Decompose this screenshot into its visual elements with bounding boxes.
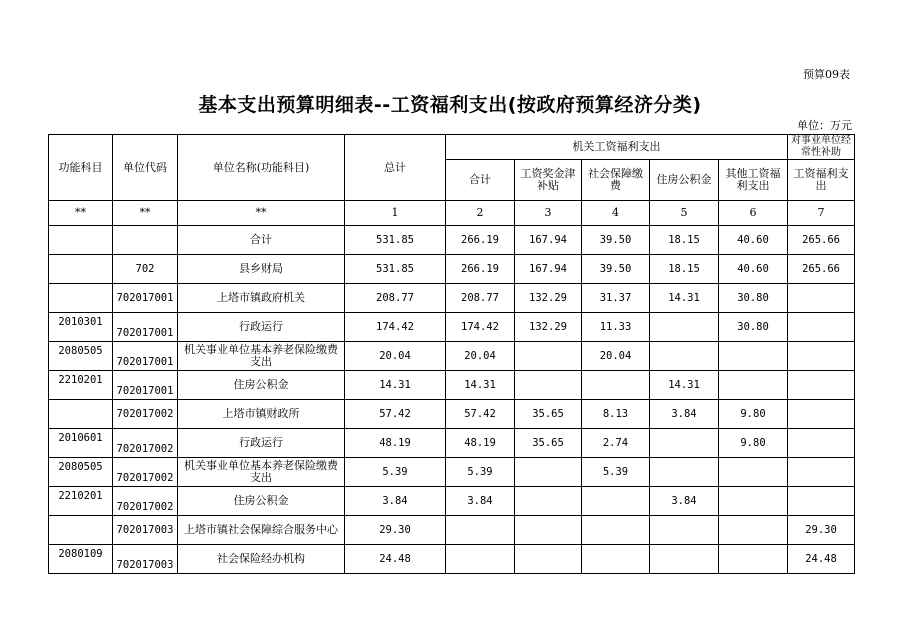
- salary-cell: 132.29: [515, 284, 582, 313]
- unit-name-cell: 县乡财局: [178, 255, 345, 284]
- housing-cell: [650, 429, 719, 458]
- unit-code-cell: 702017002: [113, 400, 178, 429]
- subtotal-cell: [446, 545, 515, 574]
- index-cell: 2: [446, 201, 515, 226]
- unit-name-cell: 机关事业单位基本养老保险缴费支出: [178, 342, 345, 371]
- unit-code-cell: 702017001: [113, 371, 178, 400]
- welfare-cell: 29.30: [788, 516, 855, 545]
- unit-name-cell: 机关事业单位基本养老保险缴费支出: [178, 458, 345, 487]
- total-cell: 208.77: [345, 284, 446, 313]
- salary-cell: [515, 342, 582, 371]
- unit-name-cell: 行政运行: [178, 429, 345, 458]
- index-cell: **: [49, 201, 113, 226]
- housing-cell: [650, 516, 719, 545]
- total-cell: 48.19: [345, 429, 446, 458]
- housing-cell: 14.31: [650, 284, 719, 313]
- social-cell: 5.39: [582, 458, 650, 487]
- header-other: 其他工资福利支出: [719, 160, 788, 201]
- subtotal-cell: 3.84: [446, 487, 515, 516]
- index-cell: **: [113, 201, 178, 226]
- housing-cell: 18.15: [650, 226, 719, 255]
- housing-cell: [650, 313, 719, 342]
- other-cell: [719, 458, 788, 487]
- social-cell: 8.13: [582, 400, 650, 429]
- social-cell: 31.37: [582, 284, 650, 313]
- salary-cell: [515, 516, 582, 545]
- table-row: [49, 342, 855, 371]
- welfare-cell: [788, 284, 855, 313]
- welfare-cell: 24.48: [788, 545, 855, 574]
- unit-name-cell: 住房公积金: [178, 371, 345, 400]
- social-cell: [582, 371, 650, 400]
- other-cell: 30.80: [719, 313, 788, 342]
- table-row: [49, 545, 855, 574]
- unit-code-cell: 702017001: [113, 284, 178, 313]
- social-cell: 20.04: [582, 342, 650, 371]
- table-row: [49, 313, 855, 342]
- subtotal-cell: 266.19: [446, 226, 515, 255]
- total-cell: 57.42: [345, 400, 446, 429]
- header-group-b: 对事业单位经常性补助: [788, 135, 855, 160]
- func-code-cell: 2010301: [49, 313, 113, 342]
- unit-code-cell: 702017002: [113, 487, 178, 516]
- social-cell: 39.50: [582, 255, 650, 284]
- header-housing: 住房公积金: [650, 160, 719, 201]
- index-cell: 6: [719, 201, 788, 226]
- other-cell: 30.80: [719, 284, 788, 313]
- func-code-cell: [49, 400, 113, 429]
- index-cell: 4: [582, 201, 650, 226]
- salary-cell: [515, 487, 582, 516]
- unit-label: 单位：万元: [797, 119, 852, 132]
- index-cell: 5: [650, 201, 719, 226]
- social-cell: [582, 487, 650, 516]
- table-body: [49, 135, 855, 574]
- housing-cell: [650, 545, 719, 574]
- other-cell: [719, 516, 788, 545]
- table-row: [49, 458, 855, 487]
- welfare-cell: [788, 313, 855, 342]
- func-code-cell: 2010601: [49, 429, 113, 458]
- header-group-a: 机关工资福利支出: [446, 135, 788, 160]
- header-func-code: 功能科目: [49, 135, 113, 201]
- social-cell: 11.33: [582, 313, 650, 342]
- other-cell: 40.60: [719, 226, 788, 255]
- housing-cell: [650, 458, 719, 487]
- total-cell: 14.31: [345, 371, 446, 400]
- header-unit-code: 单位代码: [113, 135, 178, 201]
- table-row: [49, 429, 855, 458]
- welfare-cell: [788, 429, 855, 458]
- unit-code-cell: [113, 226, 178, 255]
- housing-cell: 18.15: [650, 255, 719, 284]
- unit-code-cell: 702: [113, 255, 178, 284]
- table-row: [49, 255, 855, 284]
- index-cell: 7: [788, 201, 855, 226]
- subtotal-cell: 266.19: [446, 255, 515, 284]
- social-cell: 39.50: [582, 226, 650, 255]
- subtotal-cell: 20.04: [446, 342, 515, 371]
- total-cell: 531.85: [345, 226, 446, 255]
- unit-code-cell: 702017003: [113, 516, 178, 545]
- salary-cell: 35.65: [515, 400, 582, 429]
- housing-cell: 14.31: [650, 371, 719, 400]
- unit-name-cell: 合计: [178, 226, 345, 255]
- subtotal-cell: 57.42: [446, 400, 515, 429]
- other-cell: [719, 371, 788, 400]
- func-code-cell: 2210201: [49, 487, 113, 516]
- page-title: 基本支出预算明细表--工资福利支出(按政府预算经济分类): [198, 94, 702, 116]
- func-code-cell: [49, 226, 113, 255]
- header-welfare: 工资福利支出: [788, 160, 855, 201]
- housing-cell: [650, 342, 719, 371]
- salary-cell: 167.94: [515, 226, 582, 255]
- total-cell: 5.39: [345, 458, 446, 487]
- other-cell: [719, 545, 788, 574]
- unit-code-cell: 702017002: [113, 429, 178, 458]
- welfare-cell: [788, 342, 855, 371]
- other-cell: 9.80: [719, 400, 788, 429]
- social-cell: [582, 545, 650, 574]
- other-cell: [719, 487, 788, 516]
- unit-name-cell: 社会保险经办机构: [178, 545, 345, 574]
- budget-table: [48, 134, 855, 574]
- social-cell: 2.74: [582, 429, 650, 458]
- salary-cell: [515, 545, 582, 574]
- unit-code-cell: 702017002: [113, 458, 178, 487]
- func-code-cell: 2080505: [49, 458, 113, 487]
- unit-name-cell: 上塔市镇财政所: [178, 400, 345, 429]
- social-cell: [582, 516, 650, 545]
- func-code-cell: [49, 516, 113, 545]
- other-cell: 9.80: [719, 429, 788, 458]
- func-code-cell: 2210201: [49, 371, 113, 400]
- func-code-cell: [49, 284, 113, 313]
- header-social: 社会保障缴费: [582, 160, 650, 201]
- welfare-cell: [788, 458, 855, 487]
- total-cell: 531.85: [345, 255, 446, 284]
- subtotal-cell: [446, 516, 515, 545]
- header-subtotal: 合计: [446, 160, 515, 201]
- subtotal-cell: 174.42: [446, 313, 515, 342]
- total-cell: 174.42: [345, 313, 446, 342]
- welfare-cell: [788, 371, 855, 400]
- func-code-cell: [49, 255, 113, 284]
- total-cell: 24.48: [345, 545, 446, 574]
- welfare-cell: [788, 400, 855, 429]
- salary-cell: [515, 371, 582, 400]
- salary-cell: 167.94: [515, 255, 582, 284]
- table-row: [49, 226, 855, 255]
- index-row: [49, 201, 855, 226]
- table-row: [49, 371, 855, 400]
- func-code-cell: 2080109: [49, 545, 113, 574]
- other-cell: [719, 342, 788, 371]
- index-cell: 3: [515, 201, 582, 226]
- subtotal-cell: 208.77: [446, 284, 515, 313]
- func-code-cell: 2080505: [49, 342, 113, 371]
- housing-cell: 3.84: [650, 400, 719, 429]
- salary-cell: 35.65: [515, 429, 582, 458]
- total-cell: 20.04: [345, 342, 446, 371]
- header-unit-name: 单位名称(功能科目): [178, 135, 345, 201]
- subtotal-cell: 48.19: [446, 429, 515, 458]
- total-cell: 3.84: [345, 487, 446, 516]
- unit-name-cell: 住房公积金: [178, 487, 345, 516]
- salary-cell: 132.29: [515, 313, 582, 342]
- unit-code-cell: 702017001: [113, 313, 178, 342]
- table-row: [49, 400, 855, 429]
- welfare-cell: 265.66: [788, 255, 855, 284]
- form-code: 预算09表: [803, 68, 850, 81]
- subtotal-cell: 14.31: [446, 371, 515, 400]
- subtotal-cell: 5.39: [446, 458, 515, 487]
- salary-cell: [515, 458, 582, 487]
- header-total: 总计: [345, 135, 446, 201]
- welfare-cell: 265.66: [788, 226, 855, 255]
- welfare-cell: [788, 487, 855, 516]
- table-row: [49, 487, 855, 516]
- header-salary: 工资奖金津补贴: [515, 160, 582, 201]
- other-cell: 40.60: [719, 255, 788, 284]
- index-cell: 1: [345, 201, 446, 226]
- unit-name-cell: 上塔市镇政府机关: [178, 284, 345, 313]
- unit-code-cell: 702017003: [113, 545, 178, 574]
- unit-name-cell: 上塔市镇社会保障综合服务中心: [178, 516, 345, 545]
- unit-name-cell: 行政运行: [178, 313, 345, 342]
- table-row: [49, 516, 855, 545]
- table-row: [49, 284, 855, 313]
- total-cell: 29.30: [345, 516, 446, 545]
- unit-code-cell: 702017001: [113, 342, 178, 371]
- housing-cell: 3.84: [650, 487, 719, 516]
- index-cell: **: [178, 201, 345, 226]
